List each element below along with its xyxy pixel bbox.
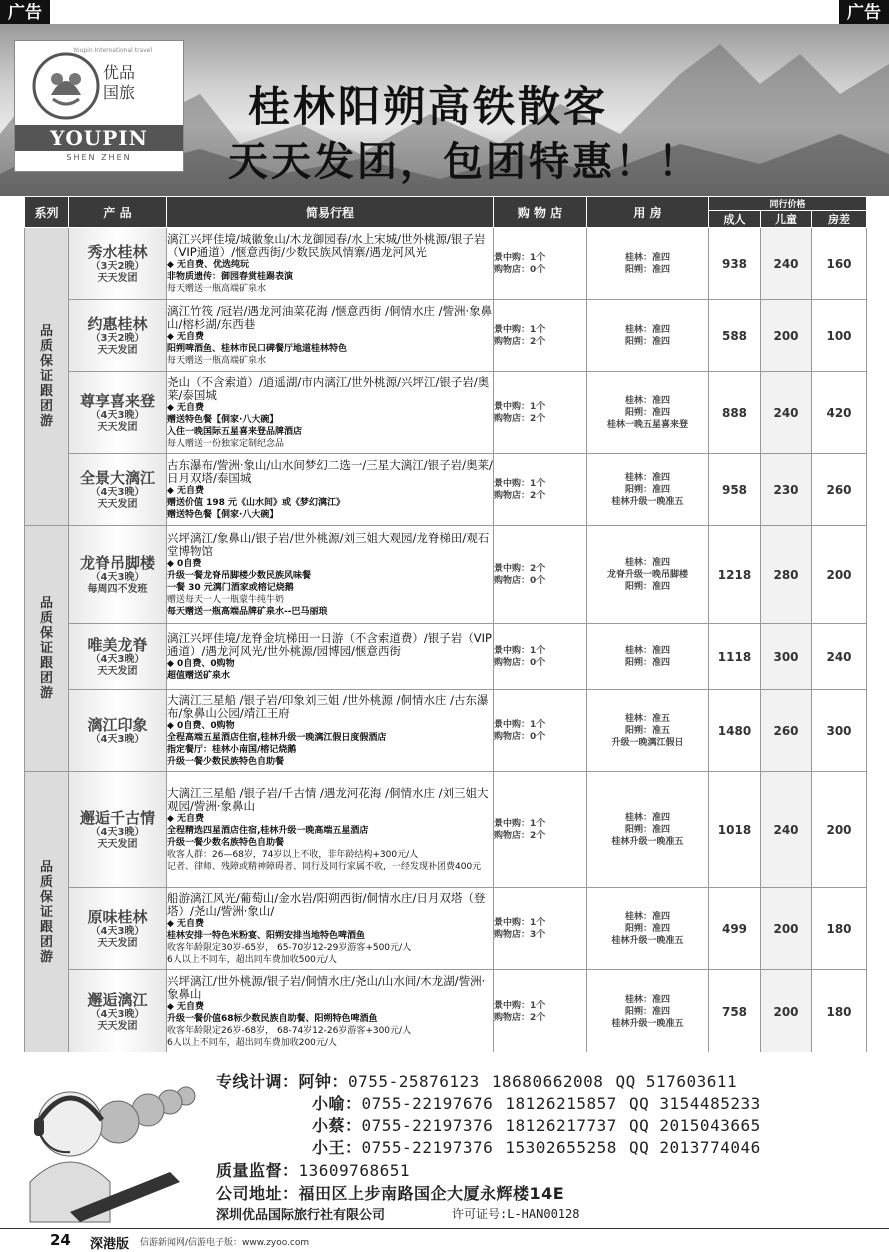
shopping-cell: 景中购：1个 购物店：2个	[494, 372, 587, 454]
itinerary-cell	[167, 772, 494, 888]
itinerary-line: 每天赠送一瓶高端矿泉水	[167, 283, 267, 294]
price-child: 300	[761, 624, 812, 690]
product-days: （4天3晚）	[90, 1008, 145, 1020]
headline-primary: 桂林阳朔高铁散客	[248, 82, 609, 131]
product-name: 邂逅漓江	[87, 990, 148, 1009]
series-label: 品质保证跟团游	[25, 526, 69, 772]
product-cell	[69, 526, 167, 624]
itinerary-line: 大漓江三星船 /银子岩/印象刘三姐 /世外桃源 /侗情水庄 /古东瀑布/象鼻山公园/靖江王府	[167, 692, 489, 720]
price-single: 420	[812, 372, 867, 454]
itinerary-cell	[167, 526, 494, 624]
edition-label: 深港版	[90, 1237, 130, 1252]
itinerary-line: 入住一晚国际五星喜来登品牌酒店	[167, 426, 303, 437]
series-label: 品质保证跟团游	[25, 228, 69, 526]
call-center-agents-illustration	[10, 1062, 200, 1227]
product-name: 全景大漓江	[79, 468, 155, 487]
itinerary-line: 兴坪漓江/世外桃源/银子岩/侗情水庄/尧山/山水间/木龙湖/訾洲·象鼻山	[167, 973, 486, 1001]
table-row	[25, 624, 867, 690]
price-single: 300	[812, 690, 867, 772]
table-row	[25, 372, 867, 454]
product-days: （4天3晚）	[90, 571, 145, 583]
product-days: （3天2晚）	[90, 332, 145, 344]
itinerary-cell	[167, 454, 494, 526]
itinerary-line: 每天赠送一瓶高端品牌矿泉水--巴马丽琅	[167, 606, 328, 617]
itinerary-line: 记者、律师、残障或精神障碍者、同行及同行家属不收，一经发现补团费400元	[167, 861, 482, 872]
product-cell	[69, 690, 167, 772]
agency-name: 深圳优品国际旅行社有限公司	[216, 1208, 386, 1223]
contact-line-4: 小王：0755-22197376 15302655258 QQ 2013774046	[312, 1138, 761, 1157]
product-dep: 天天发团	[97, 665, 138, 677]
shopping-cell: 景中购：1个 购物店：2个	[494, 300, 587, 372]
itinerary-line: ◆ 无自费	[167, 331, 205, 342]
product-dep: 天天发团	[97, 1020, 138, 1032]
page-number: 24	[50, 1231, 71, 1249]
itinerary-line: 阳朔啤酒鱼、桂林市民口碑餐厅地道桂林特色	[167, 343, 348, 354]
th-product: 产 品	[69, 197, 167, 228]
product-name: 原味桂林	[87, 907, 148, 926]
price-child: 230	[761, 454, 812, 526]
product-name: 唯美龙脊	[87, 635, 148, 654]
price-child: 260	[761, 690, 812, 772]
quality-supervision: 质量监督：13609768651	[216, 1161, 410, 1180]
product-name: 漓江印象	[87, 715, 148, 734]
price-adult: 1218	[709, 526, 761, 624]
ad-tag-left: 广告	[0, 0, 50, 26]
itinerary-line: 桂林安排一特色米粉宴、阳朔安排当地特色啤酒鱼	[167, 930, 366, 941]
itinerary-cell	[167, 690, 494, 772]
th-series: 系列	[25, 197, 69, 228]
contact-footer	[0, 1052, 889, 1228]
shopping-cell: 景中购：2个 购物店：0个	[494, 526, 587, 624]
price-single: 260	[812, 454, 867, 526]
itinerary-line: 收客年龄限定26岁-68岁， 68-74岁12-26岁游客+300元/人	[167, 1025, 412, 1036]
itinerary-line: 赠送特色餐【侗家·八大碗】	[167, 414, 279, 425]
shopping-cell: 景中购：1个 购物店：3个	[494, 888, 587, 970]
itinerary-line: ◆ 无自费	[167, 918, 205, 929]
itinerary-line: 赠送每天一人一瓶蒙牛纯牛奶	[167, 594, 285, 605]
page-footer	[0, 1228, 889, 1251]
price-adult: 758	[709, 970, 761, 1054]
price-single: 160	[812, 228, 867, 300]
itinerary-line: ◆ 无自费	[167, 485, 205, 496]
th-single: 房差	[812, 211, 867, 228]
product-days: （4天3晚）	[90, 486, 145, 498]
price-child: 200	[761, 970, 812, 1054]
price-adult: 499	[709, 888, 761, 970]
th-shopping: 购 物 店	[494, 197, 587, 228]
product-days: （4天3晚）	[90, 925, 145, 937]
itinerary-line: 6人以上不同车，超出同车费加收200元/人	[167, 1037, 337, 1048]
th-price-group: 同行价格	[709, 197, 867, 211]
table-row	[25, 772, 867, 888]
price-adult: 1480	[709, 690, 761, 772]
shopping-cell: 景中购：1个 购物店：0个	[494, 228, 587, 300]
product-days: （4天3晚）	[90, 826, 145, 838]
headline-secondary: 天天发团，包团特惠！！	[228, 138, 701, 185]
hotel-cell: 桂林：准四 阳朔：准四 桂林升级一晚准五	[587, 772, 709, 888]
price-adult: 1118	[709, 624, 761, 690]
shopping-cell: 景中购：1个 购物店：2个	[494, 454, 587, 526]
product-dep: 天天发团	[97, 344, 138, 356]
table-row	[25, 690, 867, 772]
hotel-cell: 桂林：准四 阳朔：准四	[587, 300, 709, 372]
itinerary-line: 大漓江三星船 /银子岩/千古情 /遇龙河花海 /侗情水庄 /刘三姐大观园/訾洲·象鼻山	[167, 785, 489, 813]
itinerary-line: 尧山（不含索道）/逍遥湖/市内漓江/世外桃源/兴坪江/银子岩/奥莱/泰国城	[167, 374, 490, 402]
itinerary-cell	[167, 228, 494, 300]
table-row	[25, 888, 867, 970]
shopping-cell: 景中购：1个 购物店：0个	[494, 690, 587, 772]
hero-banner	[0, 24, 889, 196]
product-dep: 天天发团	[97, 421, 138, 433]
shopping-cell: 景中购：1个 购物店：0个	[494, 624, 587, 690]
itinerary-line: 一餐 30 元漓门酒家或榕记烧鹅	[167, 582, 294, 593]
logo-sub: SHEN ZHEN	[66, 153, 132, 162]
price-adult: 958	[709, 454, 761, 526]
itinerary-line: 非物质遗传：御园春赏桂踢表演	[167, 271, 294, 282]
ad-tag-right: 广告	[839, 0, 889, 26]
product-days: （4天3晚）	[90, 733, 145, 745]
product-name: 秀水桂林	[87, 242, 148, 261]
product-cell	[69, 888, 167, 970]
price-child: 200	[761, 888, 812, 970]
product-cell	[69, 228, 167, 300]
th-adult: 成人	[709, 211, 761, 228]
hotel-cell: 桂林：准四 阳朔：准四 桂林升级一晚准五	[587, 888, 709, 970]
product-dep: 每周四不发班	[87, 583, 148, 595]
itinerary-line: 赠送特色餐【侗家·八大碗】	[167, 509, 279, 520]
product-name: 尊享喜来登	[79, 391, 155, 410]
price-single: 200	[812, 772, 867, 888]
itinerary-line: 全程高端五星酒店住宿,桂林升级一晚漓江假日度假酒店	[167, 732, 387, 743]
product-name: 龙脊吊脚楼	[79, 553, 155, 572]
logo-en: YOUPIN	[15, 125, 183, 151]
hotel-cell: 桂林：准四 阳朔：准四 桂林一晚五星喜来登	[587, 372, 709, 454]
contact-line-2: 小喻：0755-22197676 18126215857 QQ 3154485233	[312, 1094, 761, 1113]
price-adult: 1018	[709, 772, 761, 888]
product-days: （3天2晚）	[90, 260, 145, 272]
youpin-logo	[14, 40, 184, 172]
itinerary-line: ◆ 0自费	[167, 558, 202, 569]
hotel-cell: 桂林：准四 阳朔：准四 桂林升级一晚准五	[587, 454, 709, 526]
price-adult: 888	[709, 372, 761, 454]
itinerary-line: 每人赠送一份独家定制纪念品	[167, 438, 285, 449]
contact-line-3: 小蔡：0755-22197376 18126217737 QQ 2015043665	[312, 1116, 761, 1135]
itinerary-line: 升级一餐少数民族特色自助餐	[167, 756, 285, 767]
itinerary-line: 升级一餐龙脊吊脚楼少数民族风味餐	[167, 570, 312, 581]
itinerary-cell	[167, 888, 494, 970]
price-single: 180	[812, 888, 867, 970]
itinerary-line: 超值赠送矿泉水	[167, 670, 231, 681]
itinerary-line: ◆ 0自费、0购物	[167, 658, 235, 669]
product-name: 邂逅千古情	[79, 808, 155, 827]
itinerary-line: ◆ 无自费	[167, 402, 205, 413]
product-days: （4天3晚）	[90, 409, 145, 421]
itinerary-cell	[167, 300, 494, 372]
product-name: 约惠桂林	[87, 314, 148, 333]
itinerary-line: 6人以上不同车，超出同车费加收500元/人	[167, 954, 337, 965]
product-cell	[69, 372, 167, 454]
th-itinerary: 简易行程	[167, 197, 494, 228]
logo-cn: 优品 国旅	[103, 63, 136, 102]
itinerary-line: 升级一餐少数名族特色自助餐	[167, 837, 285, 848]
price-adult: 938	[709, 228, 761, 300]
product-cell	[69, 970, 167, 1054]
th-hotel: 用 房	[587, 197, 709, 228]
hotel-cell: 桂林：准四 阳朔：准四	[587, 228, 709, 300]
product-dep: 天天发团	[97, 937, 138, 949]
price-child: 240	[761, 228, 812, 300]
product-cell	[69, 300, 167, 372]
product-cell	[69, 772, 167, 888]
itinerary-cell	[167, 624, 494, 690]
product-cell	[69, 624, 167, 690]
price-single: 180	[812, 970, 867, 1054]
itinerary-line: 兴坪漓江/象鼻山/银子岩/世外桃源/刘三姐大观园/龙脊梯田/观石堂博物馆	[167, 530, 490, 558]
itinerary-line: 古东瀑布/訾洲·象山/山水间梦幻二选一/三星大漓江/银子岩/奥莱/日月双塔/泰国城	[167, 457, 493, 485]
table-row	[25, 526, 867, 624]
itinerary-line: 全程精选四星酒店住宿,桂林升级一晚高端五星酒店	[167, 825, 369, 836]
site-link[interactable]: 信游新闻网/信游电子版：www.zyoo.com	[140, 1238, 310, 1248]
itinerary-line: 指定餐厅：桂林小南国/榕记烧鹅	[167, 744, 297, 755]
itinerary-line: 漓江竹筏 /冠岩/遇龙河油菜花海 /惬意西街 /侗情水庄 /訾洲·象鼻山/榕杉湖/东西巷	[167, 303, 493, 331]
product-dep: 天天发团	[97, 838, 138, 850]
itinerary-line: 漓江兴坪佳境/龙脊金坑梯田一日游（不含索道费）/银子岩（VIP通道）/遇龙河风光/世外桃源/园博园/惬意西街	[167, 630, 492, 658]
price-single: 240	[812, 624, 867, 690]
itinerary-line: 升级一餐价值68标少数民族自助餐、阳朔特色啤酒鱼	[167, 1013, 378, 1024]
itinerary-line: 收客年龄限定30岁-65岁， 65-70岁12-29岁游客+500元/人	[167, 942, 412, 953]
company-address: 公司地址：福田区上步南路国企大厦永辉楼14E	[216, 1184, 565, 1203]
price-adult: 588	[709, 300, 761, 372]
table-row	[25, 454, 867, 526]
itinerary-cell	[167, 970, 494, 1054]
itinerary-line: ◆ 无自费	[167, 1001, 205, 1012]
table-row	[25, 970, 867, 1054]
price-child: 240	[761, 772, 812, 888]
hotel-cell: 桂林：准四 龙脊升级一晚吊脚楼 阳朔：准四	[587, 526, 709, 624]
contact-line-1: 专线计调：阿钟：0755-25876123 18680662008 QQ 517603611	[216, 1072, 738, 1091]
itinerary-line: 收客人群：26—68岁，74岁以上不收，非年龄结构+300元/人	[167, 849, 419, 860]
price-child: 240	[761, 372, 812, 454]
shopping-cell: 景中购：1个 购物店：2个	[494, 970, 587, 1054]
itinerary-cell	[167, 372, 494, 454]
hotel-cell: 桂林：准四 阳朔：准四 桂林升级一晚准五	[587, 970, 709, 1054]
th-child: 儿童	[761, 211, 812, 228]
logo-intl-text: Youpin International travel	[73, 47, 153, 54]
price-single: 200	[812, 526, 867, 624]
product-dep: 天天发团	[97, 498, 138, 510]
hotel-cell: 桂林：准四 阳朔：准四	[587, 624, 709, 690]
itinerary-line: ◆ 无自费、优选纯玩	[167, 259, 250, 270]
table-row	[25, 228, 867, 300]
product-cell	[69, 454, 167, 526]
itinerary-line: 每天赠送一瓶高端矿泉水	[167, 355, 267, 366]
table-row	[25, 300, 867, 372]
tour-price-table	[24, 196, 867, 1054]
itinerary-line: ◆ 无自费	[167, 813, 205, 824]
itinerary-line: 船游漓江风光/葡萄山/金水岩/阳朔西街/侗情水庄/日月双塔（登塔）/尧山/訾洲·象山/	[167, 890, 486, 918]
hotel-cell: 桂林：准五 阳朔：准五 升级一晚漓江假日	[587, 690, 709, 772]
price-single: 100	[812, 300, 867, 372]
price-child: 280	[761, 526, 812, 624]
itinerary-line: 漓江兴坪佳境/城徽象山/木龙御园春/水上宋城/世外桃源/银子岩（VIP通道）/惬意西街/少数民族风情寨/遇龙河风光	[167, 231, 486, 259]
itinerary-line: 赠送价值 198 元《山水间》或《梦幻漓江》	[167, 497, 346, 508]
product-dep: 天天发团	[97, 272, 138, 284]
license-number: 许可证号:L-HAN00128	[452, 1207, 580, 1221]
product-days: （4天3晚）	[90, 653, 145, 665]
series-label: 品质保证跟团游	[25, 772, 69, 1054]
itinerary-line: ◆ 0自费、0购物	[167, 720, 235, 731]
shopping-cell: 景中购：1个 购物店：2个	[494, 772, 587, 888]
logo-emblem-icon	[31, 51, 101, 121]
price-child: 200	[761, 300, 812, 372]
